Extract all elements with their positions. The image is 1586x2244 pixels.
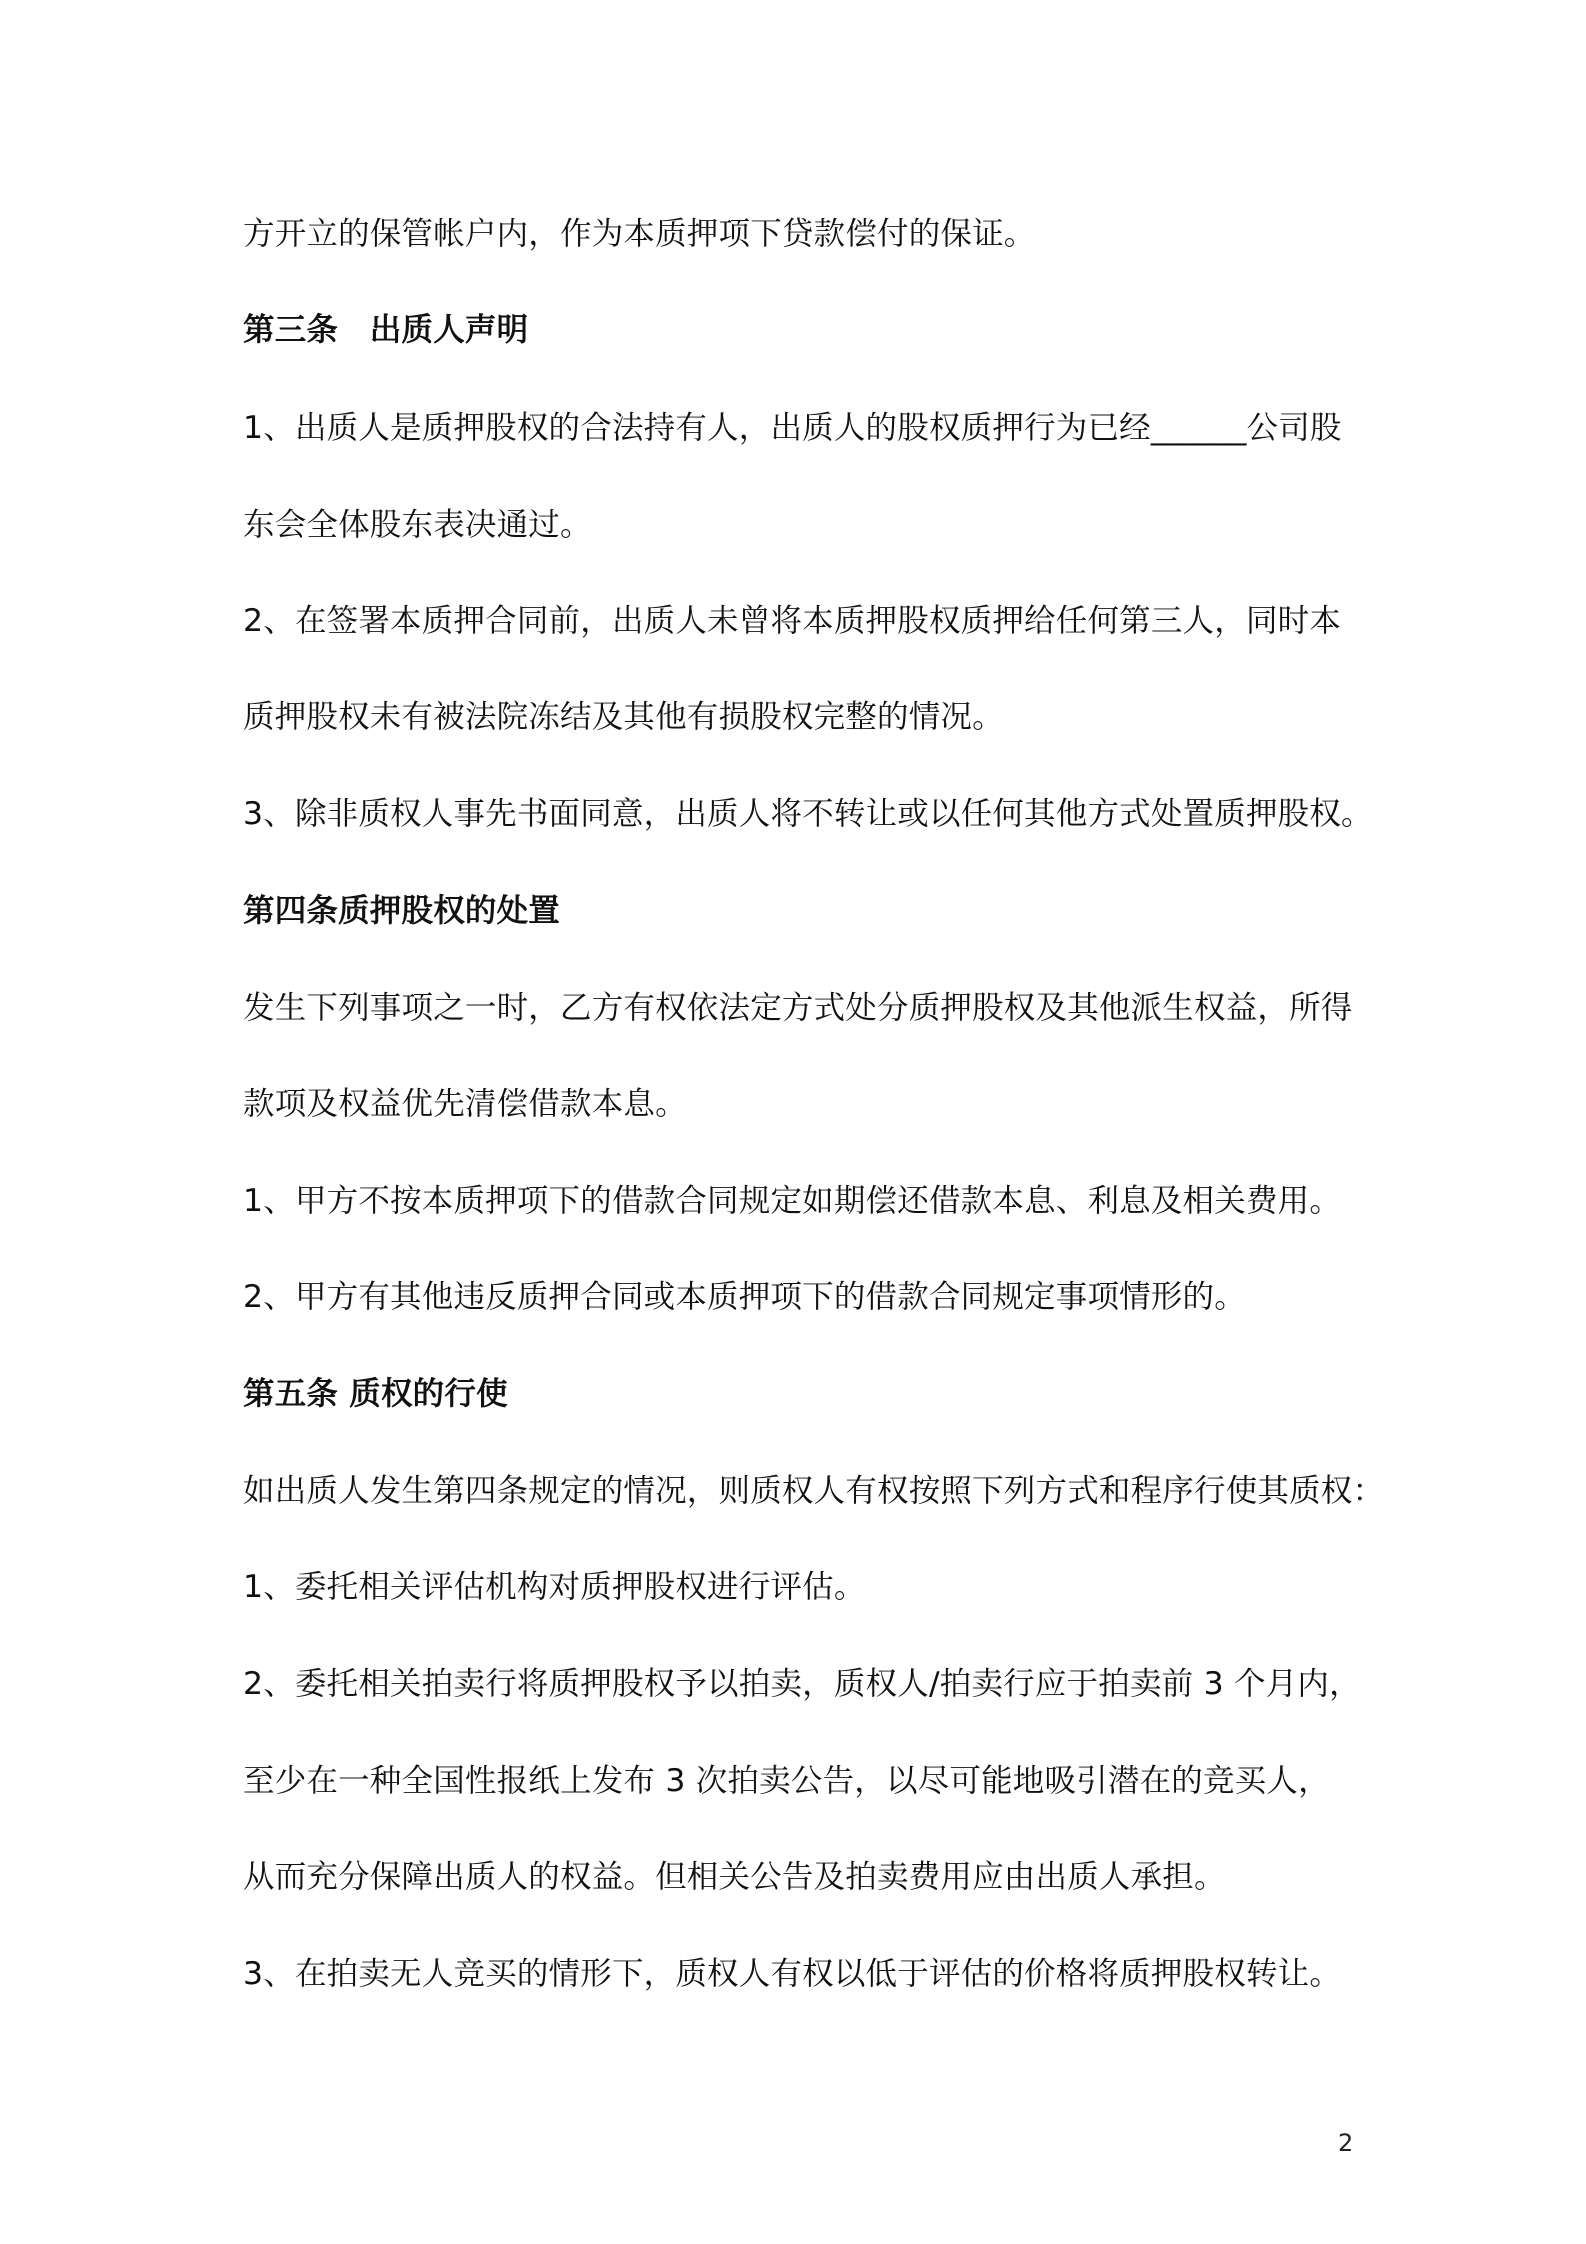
body-text-line: 3、除非质权人事先书面同意，出质人将不转让或以任何其他方式处置质押股权。	[243, 796, 1373, 832]
body-text-line: 从而充分保障出质人的权益。但相关公告及拍卖费用应由出质人承担。	[243, 1859, 1226, 1895]
body-text-line: 2、在签署本质押合同前，出质人未曾将本质押股权质押给任何第三人，同时本	[243, 603, 1342, 639]
section-heading-article-4: 第四条质押股权的处置	[243, 893, 561, 929]
body-text-line: 3、在拍卖无人竞买的情形下，质权人有权以低于评估的价格将质押股权转让。	[243, 1956, 1342, 1992]
body-text-line: 款项及权益优先清偿借款本息。	[243, 1086, 687, 1122]
body-text-line: 1、甲方不按本质押项下的借款合同规定如期偿还借款本息、利息及相关费用。	[243, 1183, 1342, 1219]
body-text-line: 质押股权未有被法院冻结及其他有损股权完整的情况。	[243, 699, 1004, 735]
section-heading-article-3: 第三条 出质人声明	[243, 312, 529, 348]
body-text-line: 发生下列事项之一时，乙方有权依法定方式处分质押股权及其他派生权益，所得	[243, 990, 1353, 1026]
page-number: 2	[1338, 2129, 1354, 2157]
body-text-line: 东会全体股东表决通过。	[243, 507, 592, 543]
body-text-line: 1、委托相关评估机构对质押股权进行评估。	[243, 1569, 866, 1605]
body-text-line: 1、出质人是质押股权的合法持有人，出质人的股权质押行为已经______公司股	[243, 410, 1342, 446]
body-text-line: 方开立的保管帐户内，作为本质押项下贷款偿付的保证。	[243, 216, 1036, 252]
body-text-line: 2、委托相关拍卖行将质押股权予以拍卖，质权人/拍卖行应于拍卖前 3 个月内，	[243, 1666, 1361, 1702]
body-text-line: 2、甲方有其他违反质押合同或本质押项下的借款合同规定事项情形的。	[243, 1279, 1246, 1315]
body-text-line: 如出质人发生第四条规定的情况，则质权人有权按照下列方式和程序行使其质权：	[243, 1473, 1385, 1509]
section-heading-article-5: 第五条 质权的行使	[243, 1376, 508, 1412]
body-text-line: 至少在一种全国性报纸上发布 3 次拍卖公告，以尽可能地吸引潜在的竞买人，	[243, 1763, 1330, 1799]
